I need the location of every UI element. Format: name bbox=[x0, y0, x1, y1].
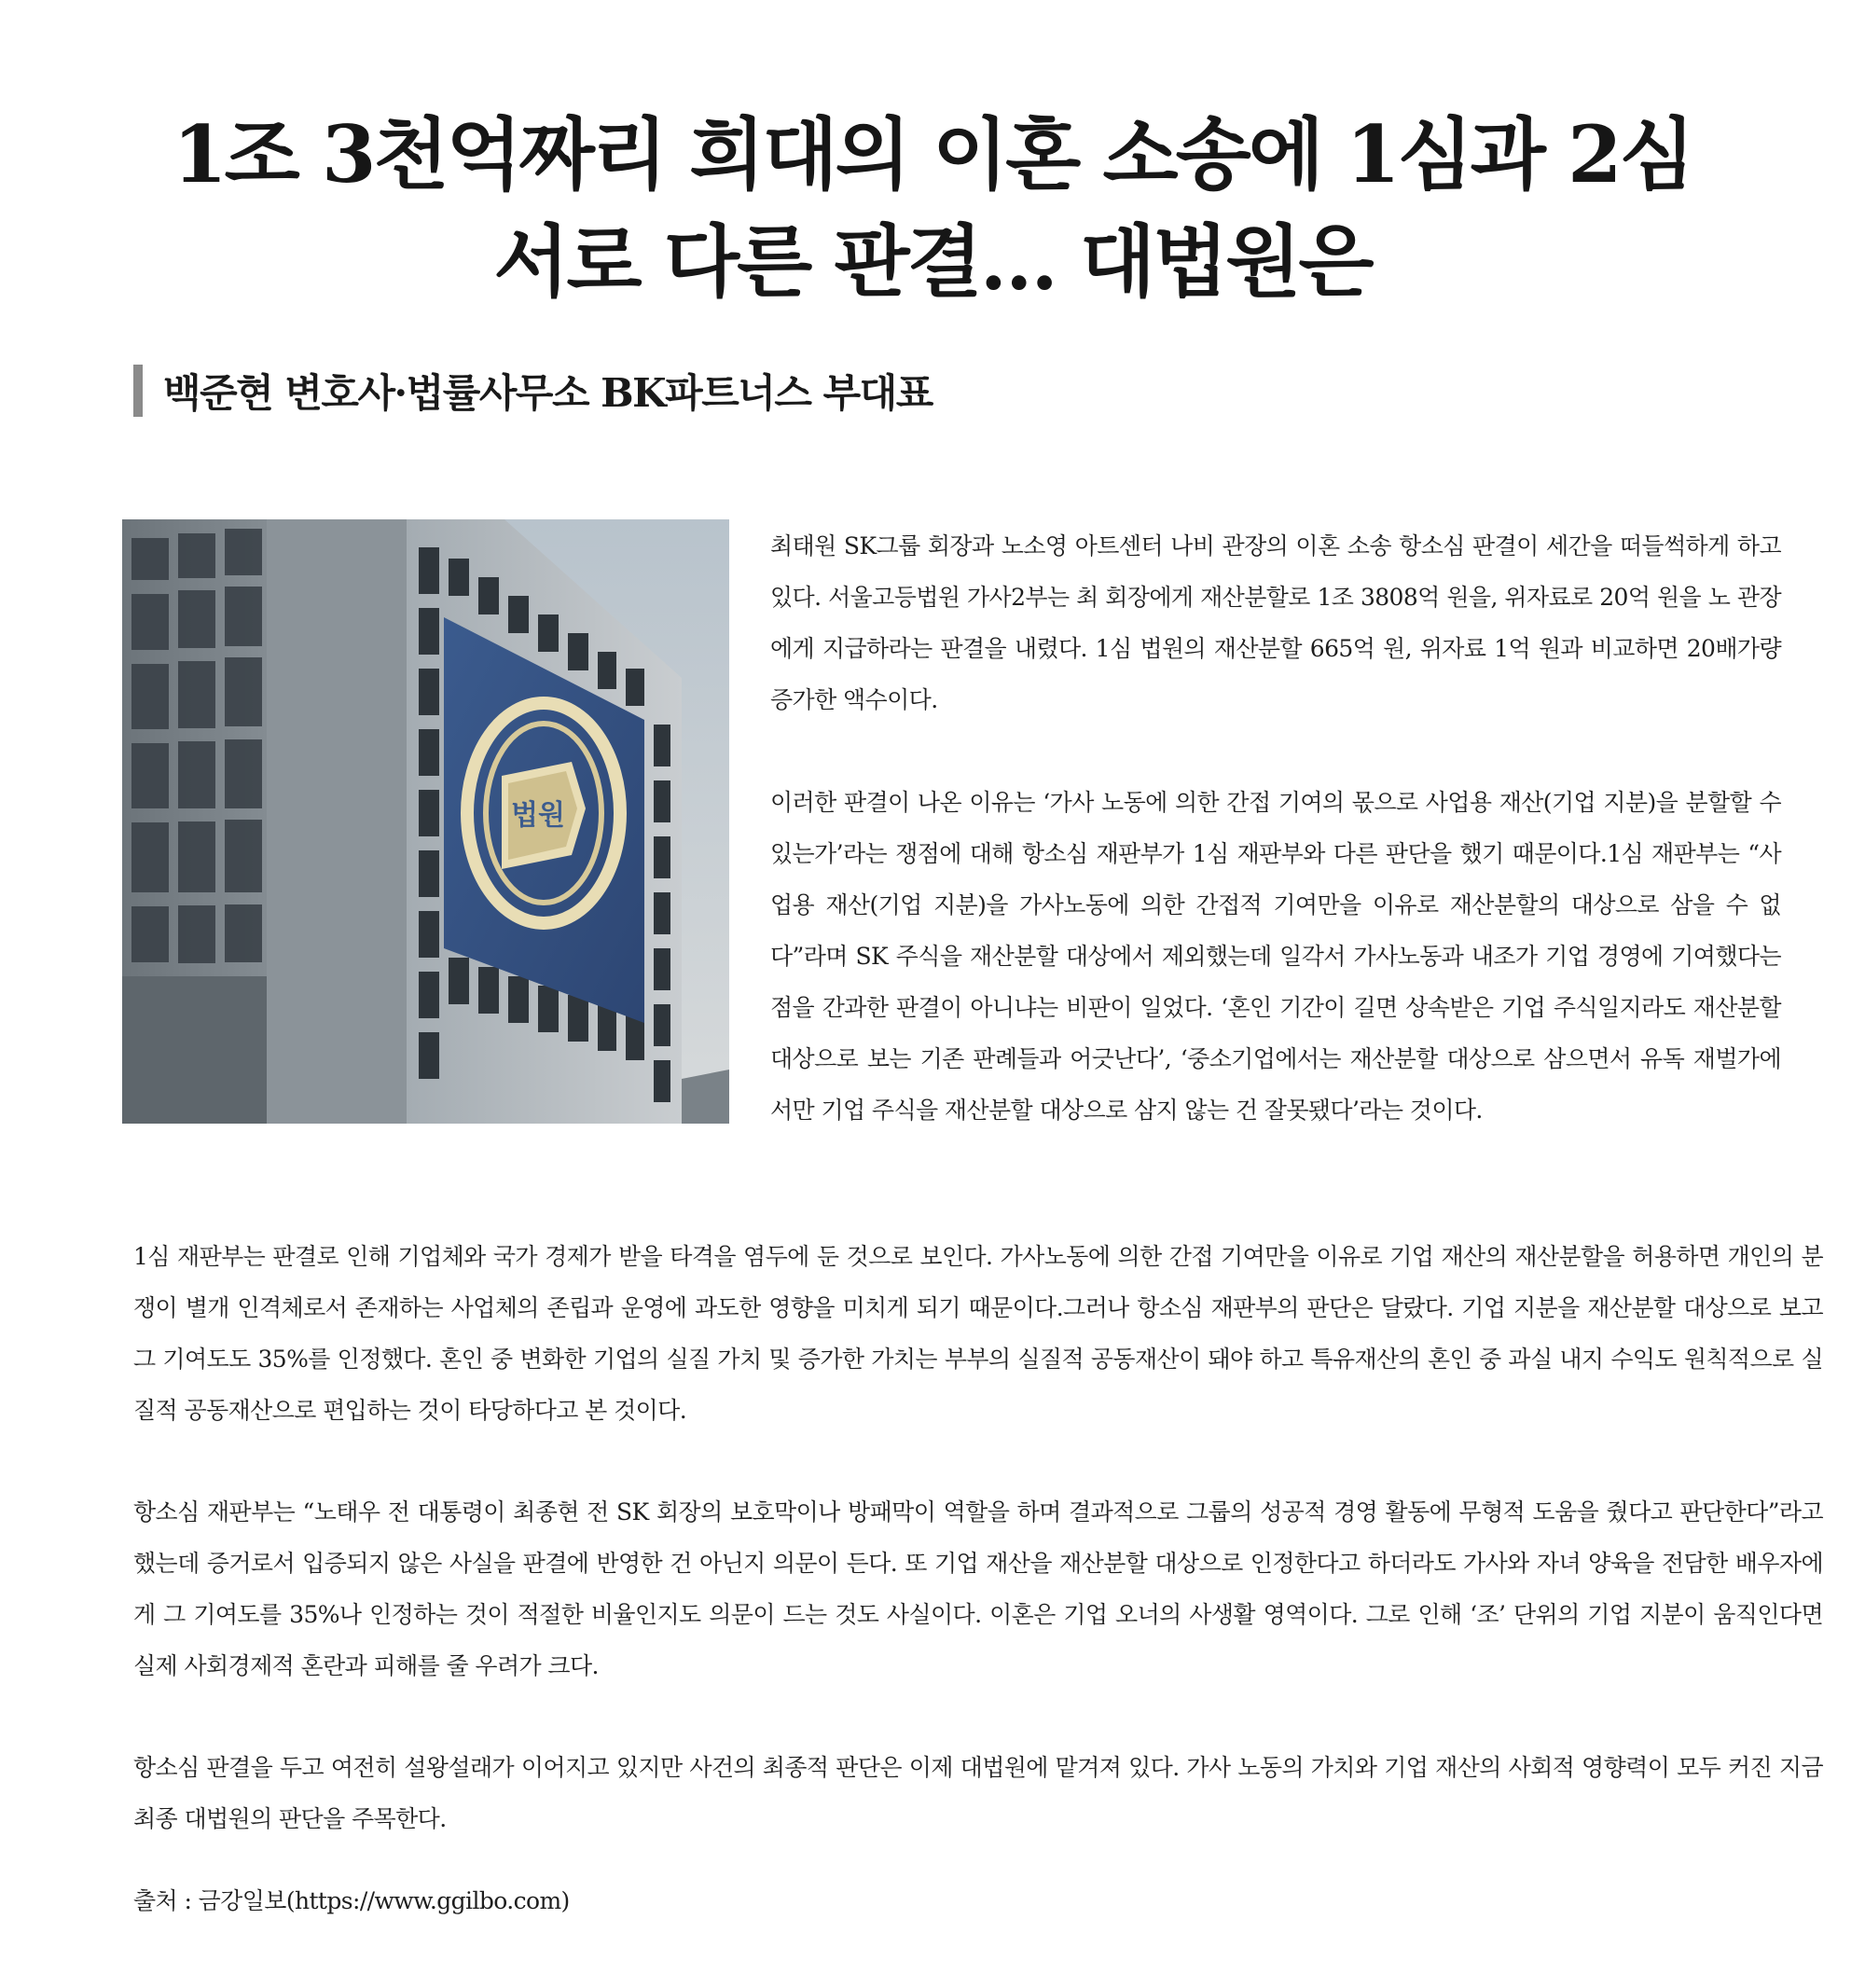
article-source: 출처 : 금강일보(https://www.ggilbo.com) bbox=[133, 1887, 570, 1914]
paragraph-2: 이러한 판결이 나온 이유는 ‘가사 노동에 의한 간접 기여의 몫으로 사업용 재산(기업 지분)을 분할할 수 있는가’라는 쟁점에 대해 항소심 재판부가 1심 재판부와 다른 판단을 했기 때문이다.1심 재판부는 “사업용 재산(기업 지분)을 가사노동에 의한 간접적 기여만을 이유로 재산분할의 대상으로 삼을 수 없다”라며 SK 주식을 재산분할 대상에서 제외했는데 일각서 가사노동과 내조가 기업 경영에 기여했다는 점을 간과한 판결이 아니냐는 비판이 일었다. ‘혼인 기간이 길면 상속받은 기업 주식일지라도 재산분할 대상으로 보는 기존 판례들과 어긋난다’, ‘중소기업에서는 재산분할 대상으로 삼으면서 유독 재벌가에서만 기업 주식을 재산분할 대상으로 삼지 않는 건 잘못됐다’라는 것이다. bbox=[770, 789, 1781, 1124]
headline-line-1: 1조 3천억짜리 희대의 이혼 소송에 1심과 2심 bbox=[173, 108, 1692, 200]
paragraph-4: 항소심 재판부는 “노태우 전 대통령이 최종현 전 SK 회장의 보호막이나 방패막이 역할을 하며 결과적으로 그룹의 성공적 경영 활동에 무형적 도움을 줬다고 판단한다”라고 했는데 증거로서 입증되지 않은 사실을 판결에 반영한 건 아닌지 의문이 든다. 또 기업 재산을 재산분할 대상으로 인정한다고 하더라도 가사와 자녀 양육을 전담한 배우자에게 그 기여도를 35%나 인정하는 것이 적절한 비율인지도 의문이 드는 것도 사실이다. 이혼은 기업 오너의 사생활 영역이다. 그로 인해 ‘조’ 단위의 기업 지분이 움직인다면 실제 사회경제적 혼란과 피해를 줄 우려가 크다. bbox=[133, 1498, 1823, 1679]
byline-author: 백준현 변호사·법률사무소 BK파트너스 부대표 bbox=[163, 370, 932, 416]
paragraph-1: 최태원 SK그룹 회장과 노소영 아트센터 나비 관장의 이혼 소송 항소심 판결이 세간을 떠들썩하게 하고 있다. 서울고등법원 가사2부는 최 회장에게 재산분할로 1조 3808억 원을, 위자료로 20억 원을 노 관장에게 지급하라는 판결을 내렸다. 1심 법원의 재산분할 665억 원, 위자료 1억 원과 비교하면 20배가량 증가한 액수이다. bbox=[770, 532, 1781, 713]
paragraph-5: 항소심 판결을 두고 여전히 설왕설래가 이어지고 있지만 사건의 최종적 판단은 이제 대법원에 맡겨져 있다. 가사 노동의 가치와 기업 재산의 사회적 영향력이 모두 커진 지금 최종 대법원의 판단을 주목한다. bbox=[133, 1754, 1823, 1832]
paragraph-3: 1심 재판부는 판결로 인해 기업체와 국가 경제가 받을 타격을 염두에 둔 것으로 보인다. 가사노동에 의한 간접 기여만을 이유로 기업 재산의 재산분할을 허용하면 개인의 분쟁이 별개 인격체로서 존재하는 사업체의 존립과 운영에 과도한 영향을 미치게 되기 때문이다.그러나 항소심 재판부의 판단은 달랐다. 기업 지분을 재산분할 대상으로 보고 그 기여도도 35%를 인정했다. 혼인 중 변화한 기업의 실질 가치 및 증가한 가치는 부부의 실질적 공동재산이 돼야 하고 특유재산의 혼인 중 과실 내지 수익도 원칙적으로 실질적 공동재산으로 편입하는 것이 타당하다고 본 것이다. bbox=[133, 1243, 1823, 1424]
article-intro-column bbox=[770, 520, 1781, 1136]
byline bbox=[133, 364, 932, 418]
byline-accent-bar bbox=[133, 365, 143, 417]
emblem-text: 법원 bbox=[511, 799, 565, 832]
court-building-photo bbox=[122, 519, 729, 1124]
article-headline bbox=[93, 101, 1772, 315]
headline-line-2: 서로 다른 판결… 대법원은 bbox=[493, 215, 1372, 308]
